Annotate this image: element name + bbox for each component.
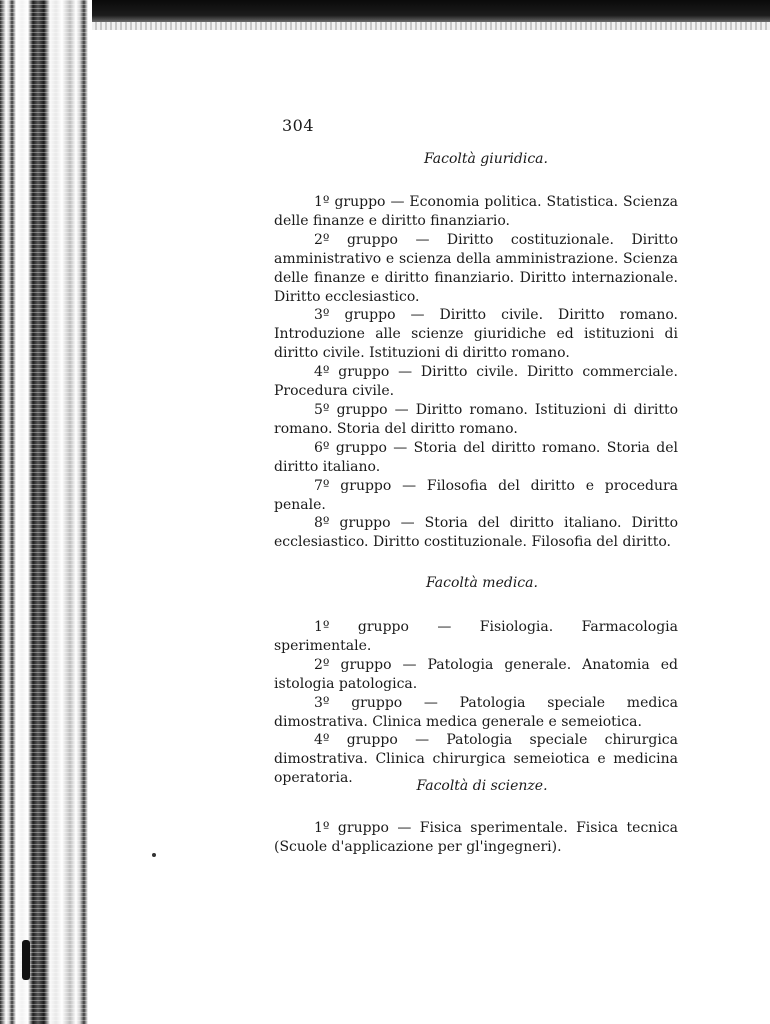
group-paragraph: 1º gruppo — Fisiologia. Farmacologia sperimentale. [274,619,678,654]
group-paragraph: 3º gruppo — Patologia speciale medica dimostrativa. Clinica medica generale e semeiotica. [274,694,678,730]
group-paragraph: 2º gruppo — Diritto costituzionale. Diritto amministrativo e scienza della amministrazione. Scienza delle finanze e diritto finanziario. Diritto internazionale. Diritto ecclesiastico. [274,231,678,305]
section-heading-scienze: Facoltà di scienze. [416,778,548,794]
group-paragraph: 3º gruppo — Diritto civile. Diritto romano. Introduzione alle scienze giuridiche ed istituzioni di diritto civile. Istituzioni di diritto romano. [274,307,678,362]
section-heading-medica: Facoltà medica. [426,575,538,591]
group-paragraph: 1º gruppo — Fisica sperimentale. Fisica tecnica (Scuole d'applicazione per gl'ingegneri). [274,820,678,855]
group-paragraph: 2º gruppo — Patologia generale. Anatomia ed istologia patologica. [274,656,678,692]
group-paragraph: 5º gruppo — Diritto romano. Istituzioni di diritto romano. Storia del diritto romano. [274,401,678,437]
page-number: 304 [282,116,315,135]
section-medica [274,618,678,788]
group-paragraph: 1º gruppo — Economia politica. Statistica. Scienza delle finanze e diritto finanziario. [274,194,678,229]
group-paragraph: 6º gruppo — Storia del diritto romano. Storia del diritto italiano. [274,439,678,475]
section-scienze [274,819,678,857]
section-giuridica [274,193,678,552]
scan-top-edge [90,22,770,30]
ink-speck [152,853,156,857]
group-paragraph: 8º gruppo — Storia del diritto italiano. Diritto ecclesiastico. Diritto costituzionale. Filosofia del diritto. [274,515,678,551]
spine-mark [22,940,30,980]
group-paragraph: 4º gruppo — Diritto civile. Diritto commerciale. Procedura civile. [274,364,678,400]
scan-top-shadow [0,0,770,22]
group-paragraph: 4º gruppo — Patologia speciale chirurgica dimostrativa. Clinica chirurgica semeiotica e medicina operatoria. [274,732,678,787]
group-paragraph: 7º gruppo — Filosofia del diritto e procedura penale. [274,477,678,513]
section-heading-giuridica: Facoltà giuridica. [424,151,548,167]
book-spine [0,0,92,1024]
